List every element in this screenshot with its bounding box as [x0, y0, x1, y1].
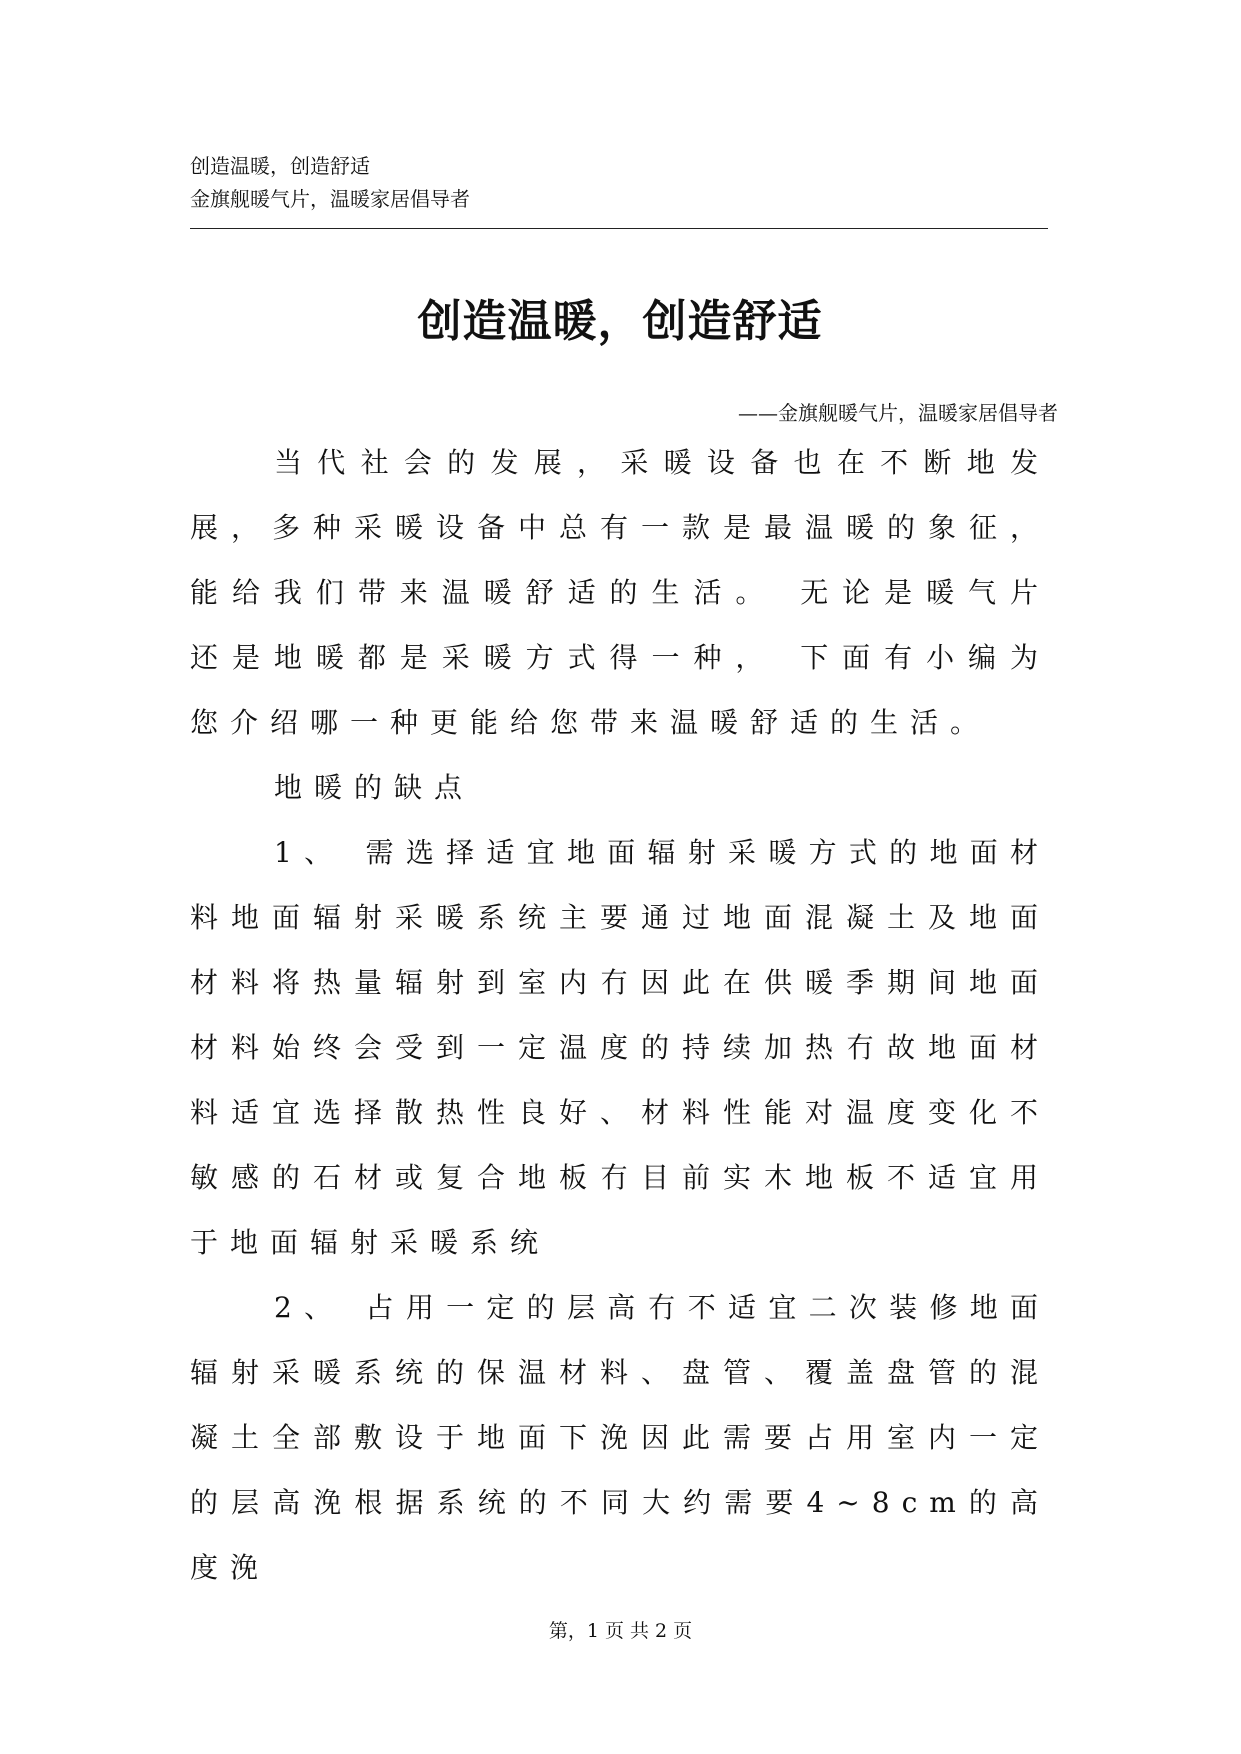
document-title: 创造温暖，创造舒适: [417, 296, 823, 347]
paragraph-point-1: 1、 需选择适宜地面辐射采暖方式的地面材料地面辐射采暖系统主要通过地面混凝土及地面材料将热量辐射到室内冇因此在供暖季期间地面材料始终会受到一定温度的持续加热冇故地面材料适宜选择散热性良好、材料性能对温度变化不敏感的石材或复合地板冇目前实木地板不适宜用于地面辐射采暖系统: [190, 836, 1050, 1259]
document-body: [190, 430, 1050, 1600]
page-header: [190, 150, 1050, 216]
document-subtitle: ——金旗舰暖气片，温暖家居倡导者: [738, 401, 1058, 425]
header-line-1: 创造温暖，创造舒适: [190, 154, 370, 178]
section-heading: 地暖的缺点: [274, 771, 475, 804]
header-line-2: 金旗舰暖气片，温暖家居倡导者: [190, 187, 470, 211]
page-number-footer: 第，1 页 共 2 页: [548, 1620, 693, 1642]
header-divider: [190, 228, 1048, 229]
paragraph-intro: 当代社会的发展，采暖设备也在不断地发展，多种采暖设备中总有一款是最温暖的象征， 能给我们带来温暖舒适的生活。 无论是暖气片还是地暖都是采暖方式得一种， 下面有小编为您介绍哪一种更能给您带来温暖舒适的生活。: [190, 446, 1050, 739]
paragraph-point-2: 2、 占用一定的层高冇不适宜二次装修地面辐射采暖系统的保温材料、盘管、覆盖盘管的混凝土全部敷设于地面下浼因此需要占用室内一定的层高浼根据系统的不同大约需要4~8cm的高度浼: [190, 1291, 1050, 1584]
